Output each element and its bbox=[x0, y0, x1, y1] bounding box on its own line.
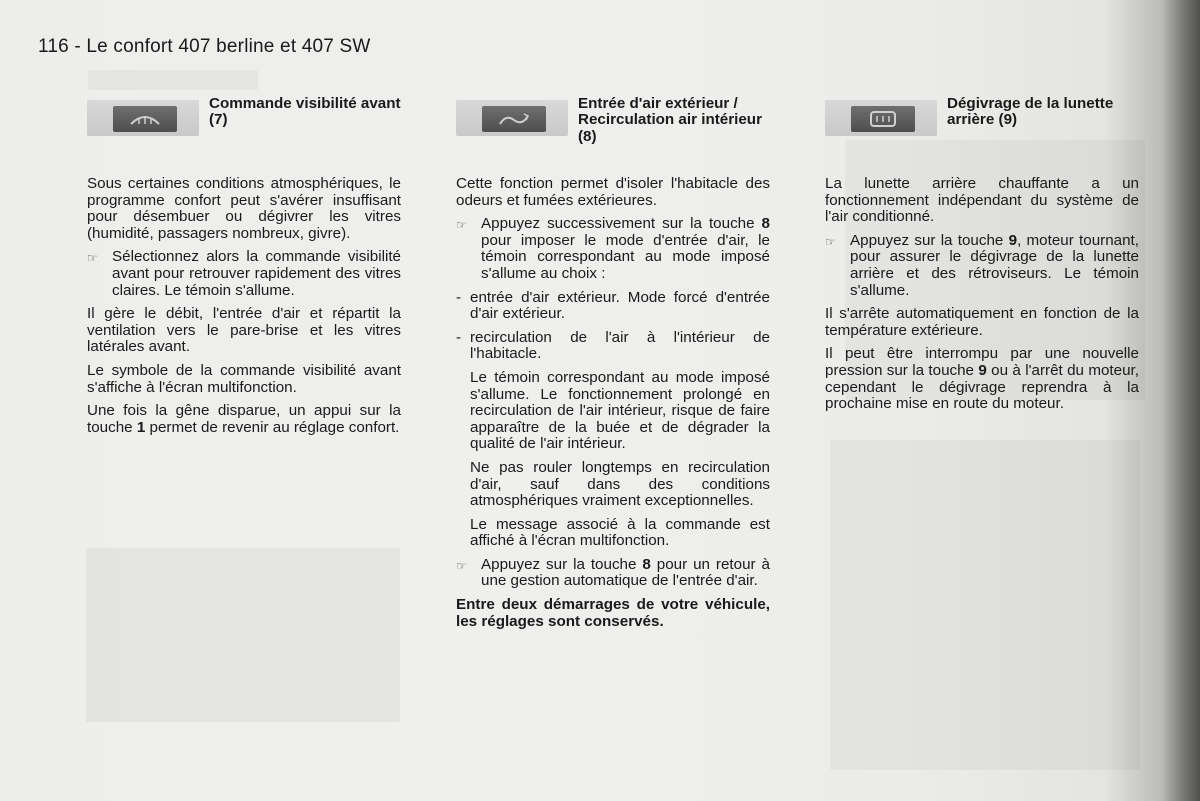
paragraph-note: Entre deux démarrages de votre véhicule, les réglages sont conservés. bbox=[456, 596, 770, 630]
section-title: Dégivrage de la lunette arrière (9) bbox=[947, 95, 1114, 129]
section-title: Commande visibilité avant (7) bbox=[209, 95, 401, 129]
key-number: 8 bbox=[761, 215, 770, 233]
instruction-text: Sélectionnez alors la commande visibilité avant pour retrouver rapidement des vitres claires. Le témoin s'allume. bbox=[112, 248, 401, 299]
section-rear-defrost bbox=[825, 96, 1139, 420]
instruction-item bbox=[87, 249, 401, 299]
bleed-through-text bbox=[830, 440, 1140, 770]
paragraph: Sous certaines conditions atmosphériques, le programme confort peut s'avérer insuffisant pour désembuer ou dégivrer les vitres (humidité, passagers nombreux, givre). bbox=[87, 175, 401, 242]
text: pour imposer le mode d'entrée d'air, le témoin correspondant au mode imposé s'allume au choix : bbox=[481, 231, 770, 282]
paragraph: Cette fonction permet d'isoler l'habitacle des odeurs et fumées extérieures. bbox=[456, 175, 770, 209]
paragraph: Il gère le débit, l'entrée d'air et répartit la ventilation vers le pare-brise et les vitres latérales avant. bbox=[87, 305, 401, 356]
paragraph: Ne pas rouler longtemps en recirculation d'air, sauf dans des conditions atmosphériques vraiment exceptionnelles. bbox=[470, 458, 770, 510]
paragraph: La lunette arrière chauffante a un fonctionnement indépendant du système de l'air conditionné. bbox=[825, 175, 1139, 226]
text: pour un retour à une gestion automatique de l'entrée d'air. bbox=[481, 555, 770, 590]
instruction-item bbox=[456, 557, 770, 590]
paragraph: Le témoin correspondant au mode imposé s'allume. Le fonctionnement prolongé en recirculation de l'air intérieur, risque de faire apparaître de la buée et de dégrader la qualité de l'air intérieur. bbox=[470, 368, 770, 453]
text: Appuyez sur la touche bbox=[850, 231, 1009, 249]
text: entrée d'air extérieur. Mode forcé d'entrée d'air extérieur. bbox=[470, 288, 770, 323]
windscreen-demist-button-image bbox=[87, 100, 199, 136]
page-binding-shadow bbox=[1160, 0, 1200, 801]
text: Une fois la gêne disparue, un appui sur la touche bbox=[87, 402, 401, 436]
text: , moteur tournant, pour assurer le dégivrage de la lunette arrière et des rétroviseurs. Le témoin s'allume. bbox=[850, 231, 1139, 299]
section-air-intake bbox=[456, 96, 770, 637]
instruction-item bbox=[825, 233, 1139, 299]
instruction-item bbox=[456, 216, 770, 282]
rear-defrost-icon bbox=[865, 108, 901, 130]
windscreen-demist-icon bbox=[127, 108, 163, 130]
section-title: Entrée d'air extérieur / Recirculation air intérieur (8) bbox=[578, 95, 762, 145]
air-recirculation-icon bbox=[496, 108, 532, 130]
bleed-through-image bbox=[86, 548, 400, 722]
paragraph bbox=[825, 346, 1139, 412]
section-windscreen-visibility bbox=[87, 96, 401, 443]
key-number: 9 bbox=[978, 361, 987, 379]
page-header: 116 - Le confort 407 berline et 407 SW bbox=[38, 36, 371, 57]
pointing-hand-icon: ☞ bbox=[825, 234, 836, 249]
pointing-hand-icon: ☞ bbox=[456, 558, 467, 573]
key-number: 8 bbox=[642, 555, 651, 573]
text: Appuyez successivement sur la touche bbox=[481, 215, 762, 233]
text: permet de revenir au réglage confort. bbox=[145, 418, 400, 436]
key-number: 1 bbox=[136, 418, 146, 436]
rear-defrost-button-image bbox=[825, 100, 937, 136]
list-item: - entrée d'air extérieur. Mode forcé d'entrée d'air extérieur. bbox=[456, 288, 770, 323]
pointing-hand-icon: ☞ bbox=[456, 218, 467, 233]
paragraph: Le symbole de la commande visibilité avant s'affiche à l'écran multifonction. bbox=[87, 361, 401, 396]
paragraph: Le message associé à la commande est affiché à l'écran multifonction. bbox=[470, 515, 770, 550]
text: recirculation de l'air à l'intérieur de l'habitacle. bbox=[470, 328, 770, 363]
list-item: - recirculation de l'air à l'intérieur de l'habitacle. bbox=[456, 328, 770, 363]
key-number: 9 bbox=[1008, 231, 1018, 249]
paragraph: Il s'arrête automatiquement en fonction de la température extérieure. bbox=[825, 305, 1139, 339]
text: ou à l'arrêt du moteur, cependant le dégivrage reprendra à la prochaine mise en route du moteur. bbox=[825, 361, 1139, 413]
bleed-through-text bbox=[88, 70, 258, 90]
text: Il peut être interrompu par une nouvelle pression sur la touche bbox=[825, 345, 1139, 379]
pointing-hand-icon: ☞ bbox=[87, 251, 98, 266]
paragraph bbox=[87, 403, 401, 436]
air-recirculation-button-image bbox=[456, 100, 568, 136]
text: Appuyez sur la touche bbox=[481, 555, 643, 573]
